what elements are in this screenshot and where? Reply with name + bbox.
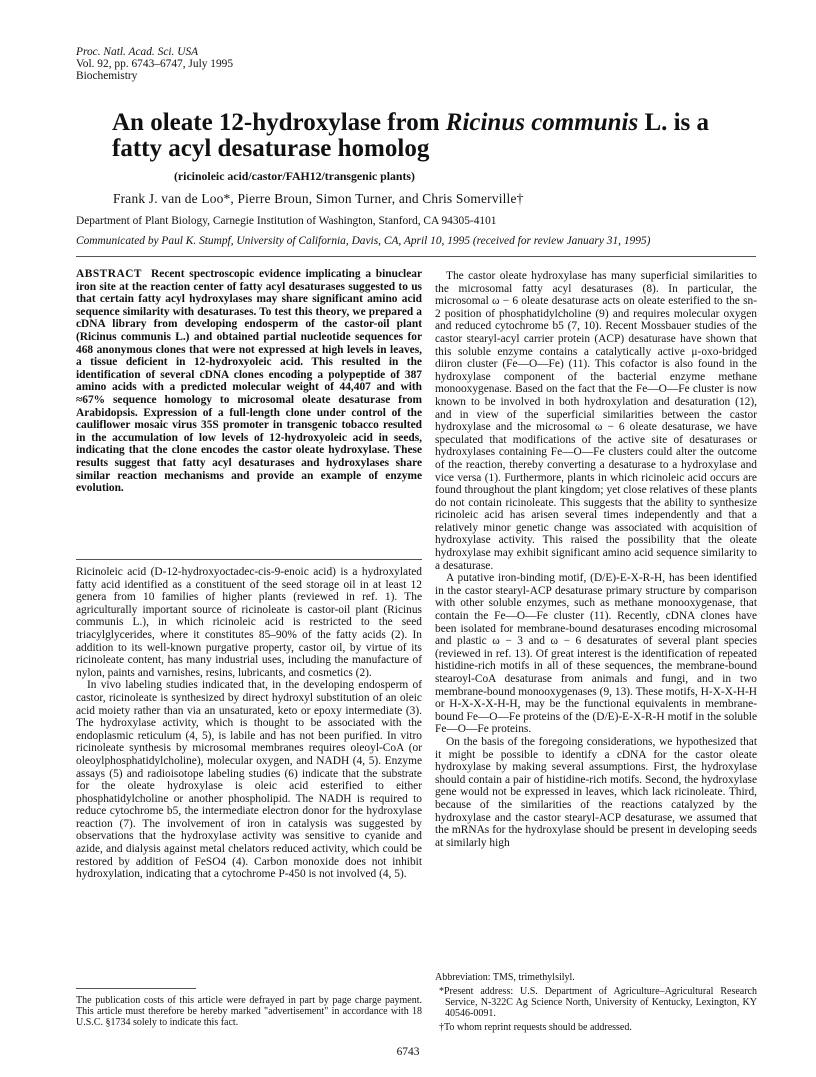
- header-divider: [76, 256, 756, 257]
- page-number: 6743: [396, 1046, 420, 1058]
- affiliation: Department of Plant Biology, Carnegie Institution of Washington, Stanford, CA 94305-4101: [76, 215, 497, 227]
- abstract: [76, 268, 422, 495]
- body-paragraph: On the basis of the foregoing considerations, we hypothesized that it might be possible to identify a cDNA for the castor oleate hydroxylase by making several assumptions. First, the hydroxylase should contain a pair of histidine-rich motifs. Second, the hydroxylase gene would not be expressed in leaves, which lack ricinoleate. Third, because of the similarities of the reactions catalyzed by the hydroxylase and the castor stearyl-ACP desaturase, we assumed that the mRNAs for the hydroxylase should be present in developing seeds at similarly high: [435, 735, 757, 849]
- footnote-divider: [76, 988, 196, 989]
- authors: Frank J. van de Loo*, Pierre Broun, Simon Turner, and Chris Somerville†: [113, 191, 524, 206]
- body-paragraph: Ricinoleic acid (D-12-hydroxyoctadec-cis-9-enoic acid) is a hydroxylated fatty acid identified as a constituent of the seed storage oil in at least 12 genera from 10 families of higher plants (reviewed in ref. 1). The agriculturally important source of ricinoleate is castor-oil plant (Ricinus communis L.), in which ricinoleic acid is restricted to the seed triacylglycerides, where it constitutes 85–90% of the fatty acids (2). In addition to its well-known purgative property, castor oil, by virtue of its ricinoleate content, has many industrial uses, including the manufacture of nylon, paints and varnishes, resins, lubricants, and cosmetics (2).: [76, 566, 422, 679]
- abstract-section: [76, 268, 422, 495]
- keywords: (ricinoleic acid/castor/FAH12/transgenic plants): [174, 169, 415, 183]
- footnotes: [435, 972, 757, 1036]
- body-paragraph: A putative iron-binding motif, (D/E)-E-X-R-H, has been identified in the castor stearyl-ACP desaturase primary structure by comparison with other soluble enzymes, such as methane monooxygenase, that contain the Fe—O—Fe cluster (11). Recently, cDNA clones have been isolated for membrane-bound desaturases encoding microsomal and plastic ω − 3 and ω − 6 desaturates of several plant species (reviewed in ref. 13). Of great interest is the identification of repeated histidine-rich motifs in all of these sequences, the membrane-bound stearoyl-CoA desaturase from animals and fungi, and in two membrane-bound monooxygenases (9, 13). These motifs, H-X-X-H-H or H-X-X-X-H-H, may be the functional equivalents in membrane-bound Fe—O—Fe proteins of the (D/E)-E-X-R-H motif in the soluble Fe—O—Fe proteins.: [435, 572, 757, 736]
- body-paragraph: The castor oleate hydroxylase has many superficial similarities to the microsomal fatty acyl desaturases (8). In particular, the microsomal ω − 6 oleate desaturase acts on oleate esterified to the sn-2 position of phosphatidylcholine (9) and requires molecular oxygen and reduced cytochrome b5 (7, 10). Recent Mossbauer studies of the castor stearyl-acyl carrier protein (ACP) desaturase have shown that this soluble enzyme contains a catalytically active μ-oxo-bridged diiron cluster (Fe—O—Fe) (11). This cofactor is also found in the hydroxylase component of the bacterial enzyme methane monooxygenase. Based on the fact that the Fe—O—Fe cluster is now known to be involved in both hydroxylation and desaturation (12), and in view of the superficial similarities between the castor hydroxylase and the microsomal ω − 6 oleate desaturase, we have speculated that modifications of the active site of desaturases or hydroxylases containing Fe—O—Fe clusters could alter the outcome of the reaction, thereby converting a desaturase to a hydroxylase and vice versa (1). Furthermore, plants in which ricinoleic acid occurs are found throughout the plant kingdom; yet close relatives of these plants do not contain ricinoleate. This suggests that the ability to synthesize ricinoleic acid has arisen several times independently and that a relatively minor genetic change was associated with acquisition of hydroxylase activity. This raised the possibility that the oleate hydroxylase may exhibit significant amino acid sequence similarity to a desaturase.: [435, 270, 757, 572]
- article-title: [112, 110, 762, 162]
- publication-costs-note: The publication costs of this article were defrayed in part by page charge payment. This article must therefore be hereby marked "advertisement" in accordance with 18 U.S.C. §1734 solely to indicate this fact.: [76, 995, 422, 1028]
- title-part-1: An oleate 12-hydroxylase from: [112, 109, 446, 136]
- journal-name: Proc. Natl. Acad. Sci. USA: [76, 46, 199, 58]
- right-column-body: [435, 270, 757, 849]
- footnote-reprints: †To whom reprint requests should be addressed.: [439, 1022, 632, 1033]
- footnote-present-address: *Present address: U.S. Department of Agriculture–Agricultural Research Service, N-322C Ag Science North, University of Kentucky, Lexington, KY 40546-0091.: [439, 986, 757, 1019]
- abstract-label: ABSTRACT: [76, 268, 143, 280]
- body-paragraph: In vivo labeling studies indicated that, in the developing endosperm of castor, ricinoleate is synthesized by direct hydroxyl substitution of an oleic acid moiety rather than via an unsaturated, keto or epoxy intermediate (3). The hydroxylase activity, which is thought to be associated with the endoplasmic reticulum (4, 5), is labile and has not been purified. In vitro ricinoleate synthesis by microsomal membranes requires oleoyl-CoA (or oleoylphosphatidylcholine), molecular oxygen, and NADH (4, 5). Enzyme assays (5) and radioisotope labeling studies (6) indicate that the substrate for the oleate hydroxylase is oleic acid esterified to either phosphatidylcholine or another phospholipid. The NADH is required to reduce cytochrome b5, the intermediate electron donor for the hydroxylase reaction (7). The involvement of iron in catalysis was suggested by observations that the hydroxylase activity was sensitive to cyanide and azide, and dialysis against metal chelators reduced activity, which could be restored by addition of FeSO4 (4). Carbon monoxide does not inhibit hydroxylation, indicating that a cytochrome P-450 is not involved (4, 5).: [76, 679, 422, 881]
- communicated-by: Communicated by Paul K. Stumpf, University of California, Davis, CA, April 10, 1995 (received for review January 31, 1995): [76, 235, 651, 247]
- journal-header: [76, 46, 376, 82]
- journal-section: Biochemistry: [76, 70, 138, 82]
- title-part-2: L. is a fatty acyl desaturase homolog: [112, 109, 710, 162]
- journal-volume: Vol. 92, pp. 6743–6747, July 1995: [76, 58, 234, 70]
- left-column-body: [76, 566, 422, 881]
- footnote-abbreviation: Abbreviation: TMS, trimethylsilyl.: [435, 972, 575, 983]
- abstract-divider: [76, 559, 422, 560]
- title-species: Ricinus communis: [445, 109, 639, 136]
- abstract-text: Recent spectroscopic evidence implicating a binuclear iron site at the reaction center of fatty acyl desaturases suggested to us that certain fatty acyl hydroxylases may share significant amino acid sequence similarity with desaturases. To test this theory, we prepared a cDNA library from developing endosperm of the castor-oil plant (Ricinus communis L.) and obtained partial nucleotide sequences for 468 anonymous clones that were not expressed at high levels in leaves, a tissue deficient in 12-hydroxyoleic acid. This resulted in the identification of several cDNA clones encoding a polypeptide of 387 amino acids with a predicted molecular weight of 44,407 and with ≈67% sequence homology to microsomal oleate desaturase from Arabidopsis. Expression of a full-length clone under control of the cauliflower mosaic virus 35S promoter in transgenic tobacco resulted in the accumulation of low levels of 12-hydroxyoleic acid in seeds, indicating that the clone encodes the castor oleate hydroxylase. These results suggest that fatty acyl desaturases and hydroxylases share similar reaction mechanisms and provide an example of enzyme evolution.: [76, 268, 422, 495]
